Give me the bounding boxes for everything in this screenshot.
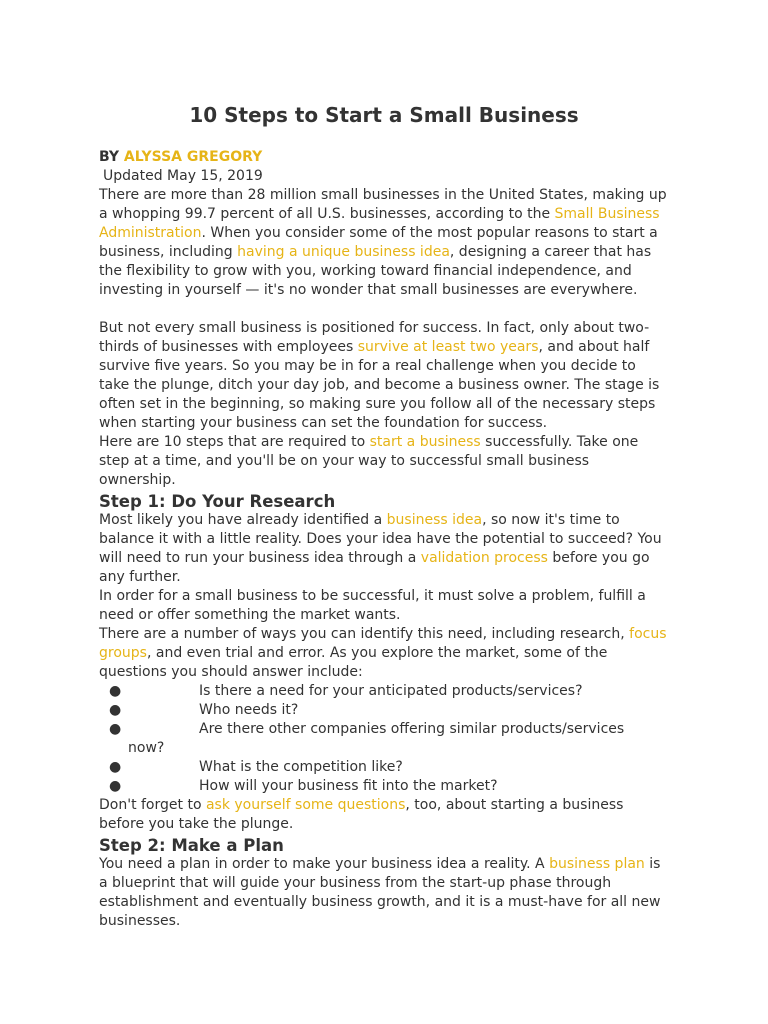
list-item <box>99 701 669 720</box>
list-item-text: What is the competition like? <box>199 759 403 775</box>
by-label: BY <box>99 149 120 165</box>
bullet-icon: ● <box>109 683 122 699</box>
bullet-icon: ● <box>109 702 122 718</box>
intro-paragraph-3 <box>99 433 669 490</box>
list-item-text-continued: now? <box>128 740 165 756</box>
text-run: , too, about starting a business before you take the plunge. <box>99 797 624 832</box>
questions-list <box>99 682 669 796</box>
text-run: There are more than 28 million small businesses in the United States, making up a whopping 99.7 percent of all U.S. businesses, according to the <box>99 187 667 222</box>
unique-idea-link[interactable]: having a unique business idea <box>237 244 450 260</box>
step1-paragraph-4 <box>99 796 669 834</box>
step2-paragraph-1 <box>99 855 669 931</box>
list-item <box>99 758 669 777</box>
list-item-text: Are there other companies offering similar products/services <box>199 721 625 737</box>
start-business-link[interactable]: start a business <box>369 434 481 450</box>
text-run: , and about half survive five years. So you may be in for a real challenge when you decide to take the plunge, ditch your day job, and become a business owner. The stage is often set in the beginning, so making sure you follow all of the necessary steps when starting your business can set the foundation for success. <box>99 339 660 431</box>
text-run: Most likely you have already identified a <box>99 512 387 528</box>
focus-groups-link[interactable]: focus groups <box>99 626 667 661</box>
validation-link[interactable]: validation process <box>420 550 548 566</box>
business-idea-link[interactable]: business idea <box>386 512 483 528</box>
text-run: But not every small business is positioned for success. In fact, only about two-thirds of businesses with employees <box>99 320 650 355</box>
text-run: You need a plan in order to make your business idea a reality. A <box>99 856 550 872</box>
author-link[interactable]: ALYSSA GREGORY <box>123 149 263 165</box>
text-run: Here are 10 steps that are required to <box>99 434 370 450</box>
list-item-text: Is there a need for your anticipated products/services? <box>199 683 583 699</box>
text-run: before you go any further. <box>99 550 650 585</box>
bullet-icon: ● <box>109 759 122 775</box>
paragraph-gap <box>99 300 669 319</box>
list-item <box>99 777 669 796</box>
bullet-icon: ● <box>109 778 122 794</box>
step1-paragraph-3 <box>99 625 669 682</box>
bullet-icon: ● <box>109 721 122 737</box>
list-item-text: Who needs it? <box>199 702 299 718</box>
list-item <box>99 682 669 701</box>
sba-link[interactable]: Small Business Administration <box>99 206 660 241</box>
survive-link[interactable]: survive at least two years <box>357 339 539 355</box>
text-run: Don't forget to <box>99 797 206 813</box>
business-plan-link[interactable]: business plan <box>549 856 645 872</box>
updated-date: Updated May 15, 2019 <box>103 168 263 184</box>
text-run: , and even trial and error. As you explore the market, some of the questions you should answer include: <box>99 645 608 680</box>
text-run: successfully. Take one step at a time, and you'll be on your way to successful small business ownership. <box>99 434 639 488</box>
byline <box>99 148 669 167</box>
text-run: , so now it's time to balance it with a little reality. Does your idea have the potential to succeed? You will need to run your business idea through a <box>99 512 662 566</box>
step1-paragraph-2: In order for a small business to be successful, it must solve a problem, fulfill a need or offer something the market wants. <box>99 588 646 623</box>
text-run: . When you consider some of the most popular reasons to start a business, including <box>99 225 658 260</box>
text-run: is a blueprint that will guide your business from the start-up phase through establishment and eventually business growth, and it is a must-have for all new businesses. <box>99 856 661 929</box>
text-run: , designing a career that has the flexibility to grow with you, working toward financial independence, and investing in yourself — it's no wonder that small businesses are everywhere. <box>99 244 652 298</box>
intro-paragraph-1 <box>99 186 669 300</box>
text-run: There are a number of ways you can identify this need, including research, <box>99 626 630 642</box>
article-title: 10 Steps to Start a Small Business <box>189 103 579 127</box>
list-item <box>99 720 669 758</box>
intro-paragraph-2 <box>99 319 669 433</box>
ask-questions-link[interactable]: ask yourself some questions <box>205 797 406 813</box>
step2-heading: Step 2: Make a Plan <box>99 836 284 855</box>
list-item-text: How will your business fit into the market? <box>199 778 498 794</box>
step1-paragraph-1 <box>99 511 669 587</box>
step1-heading: Step 1: Do Your Research <box>99 492 336 511</box>
